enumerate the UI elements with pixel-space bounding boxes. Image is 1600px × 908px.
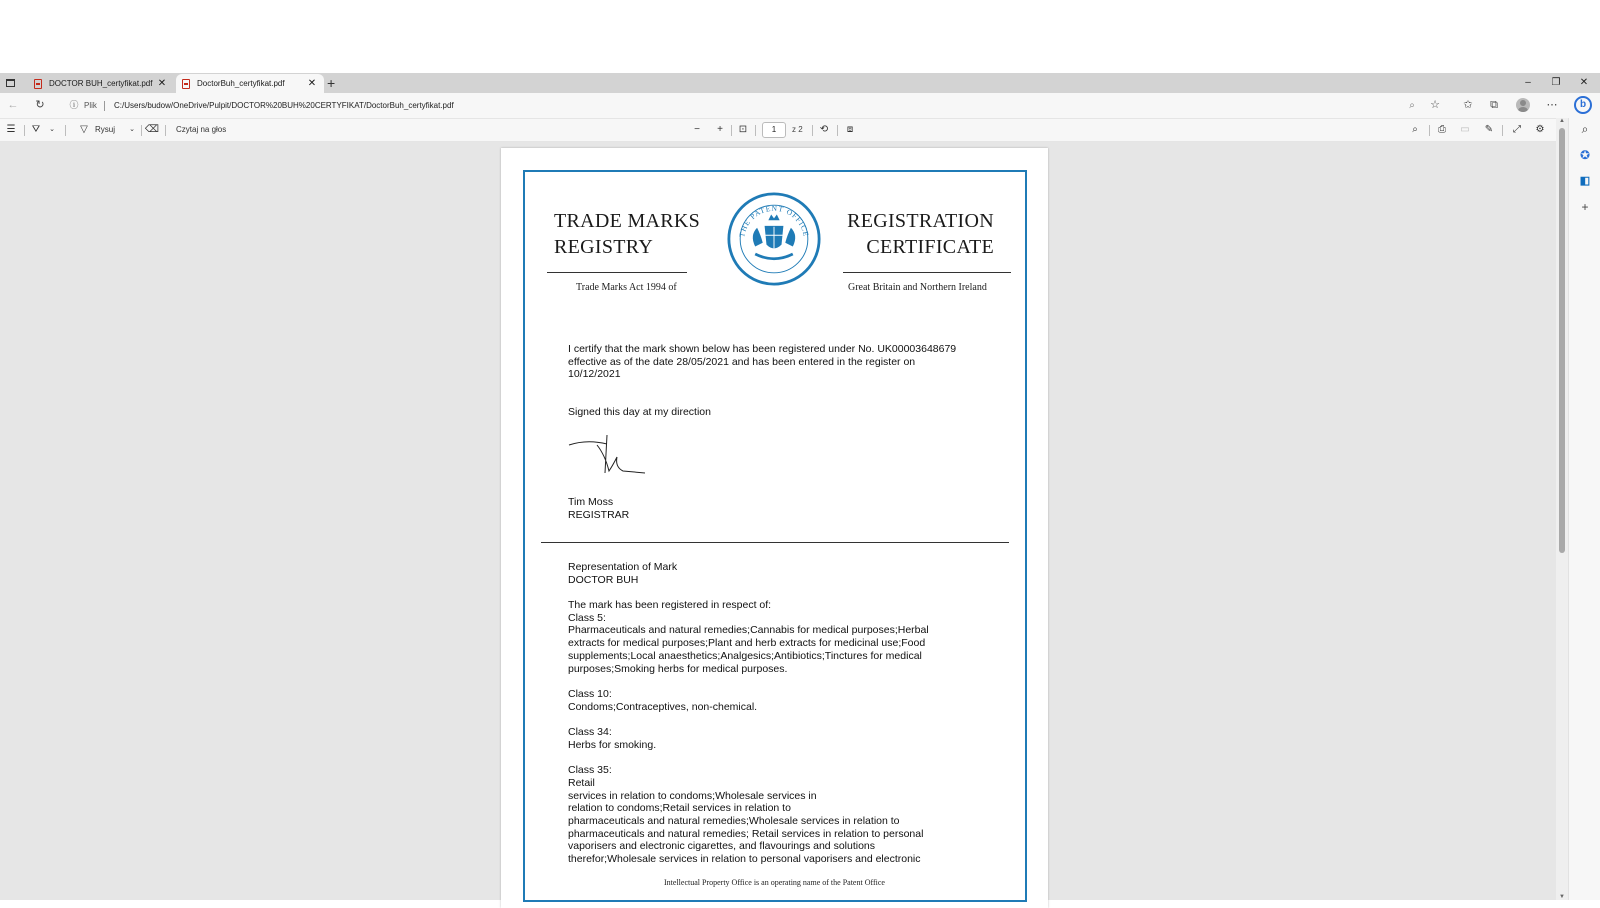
signed-statement: Signed this day at my direction	[568, 406, 711, 418]
sidebar-tools-icon[interactable]: ✪	[1579, 148, 1591, 162]
highlight-icon[interactable]: ⛛	[31, 124, 41, 135]
representation-of-mark: Representation of Mark DOCTOR BUH	[568, 561, 678, 586]
favorite-add-icon[interactable]: ☆	[1430, 99, 1440, 111]
settings-icon[interactable]: ⚙	[1535, 124, 1545, 135]
info-icon[interactable]: ⓘ	[69, 100, 79, 110]
divider	[165, 125, 166, 136]
pdf-page	[501, 148, 1048, 908]
divider	[1502, 125, 1503, 136]
tab-title: DoctorBuh_certyfikat.pdf	[197, 79, 285, 88]
search-icon[interactable]: ⌕	[1412, 124, 1418, 135]
read-aloud-button[interactable]: Czytaj na głos	[176, 125, 227, 134]
chevron-down-icon[interactable]: ⌄	[129, 126, 135, 133]
pdf-icon	[182, 79, 190, 89]
eraser-icon[interactable]: ⌫	[144, 124, 160, 135]
divider	[731, 125, 732, 136]
address-bar	[0, 93, 1600, 118]
more-icon[interactable]: ⋯	[1546, 99, 1558, 111]
signatory: Tim Moss REGISTRAR	[568, 496, 630, 521]
seal-text: THE PATENT OFFICE	[737, 203, 811, 238]
tab-doctorbuh-certyfikat[interactable]	[176, 74, 324, 93]
header-rule-left	[547, 272, 687, 273]
header-right	[847, 208, 994, 260]
address-separator	[104, 101, 105, 111]
bing-icon[interactable]: b	[1574, 96, 1592, 114]
zoom-icon[interactable]: ⌕	[1409, 100, 1415, 111]
minimize-icon[interactable]: –	[1525, 77, 1531, 88]
registrar-signature	[567, 433, 647, 481]
header-right-line-2: CERTIFICATE	[866, 236, 994, 258]
outlook-icon[interactable]: ◧	[1579, 175, 1591, 187]
page-view-icon[interactable]: ⧈	[846, 124, 854, 135]
page-footer-note: Intellectual Property Office is an operating name of the Patent Office	[664, 878, 885, 887]
fit-page-icon[interactable]: ⊡	[738, 124, 748, 135]
contents-icon[interactable]: ☰	[6, 124, 16, 135]
back-icon[interactable]: ←	[7, 99, 19, 111]
close-window-icon[interactable]: ✕	[1579, 77, 1589, 88]
sidebar-search-icon[interactable]: ⌕	[1581, 122, 1589, 136]
profile-icon[interactable]	[1516, 98, 1530, 112]
header-rule-right	[843, 272, 1011, 273]
divider	[812, 125, 813, 136]
page-total: z 2	[792, 125, 803, 134]
print-icon[interactable]: ⎙	[1438, 124, 1446, 135]
scroll-up-icon[interactable]: ▲	[1559, 118, 1565, 124]
vertical-scrollbar[interactable]	[1556, 118, 1568, 900]
collections-icon[interactable]: ⧉	[1490, 99, 1498, 111]
classes-list: The mark has been registered in respect of: Class 5: Pharmaceuticals and natural remedies;Cannabis for medical purposes;Herbal extracts for medical purposes;Plant and herb extracts for medicinal use;Food supplements;Local anaesthetics;Analgesics;Antibiotics;Tinctures for medical purposes;Smoking herbs for medical purposes. Class 10: Condoms;Contraceptives, non-chemical. Class 34: Herbs for smoking. Class 35: Retail services in relation to condoms;Wholesale services in relation to condoms;Retail services in relation to pharmaceuticals and natural remedies;Wholesale services in relation to pharmaceuticals and natural remedies; Retail services in relation to personal vaporisers and electronic cigarettes, and flavourings and solutions therefor;Wholesale services in relation to personal vaporisers and electronic	[568, 599, 929, 866]
divider	[24, 125, 25, 136]
save-as-icon[interactable]: ✎	[1484, 124, 1494, 135]
divider	[755, 125, 756, 136]
draw-icon[interactable]: ▽	[80, 124, 88, 135]
tab-title: DOCTOR BUH_certyfikat.pdf	[49, 79, 153, 88]
scheme-label: Plik	[84, 101, 97, 110]
favorites-icon[interactable]: ✩	[1463, 99, 1473, 111]
section-divider	[541, 542, 1009, 543]
rotate-icon[interactable]: ⟲	[819, 124, 829, 135]
close-icon[interactable]: ✕	[307, 78, 317, 89]
header-left-line-1: TRADE MARKS	[554, 210, 701, 232]
refresh-icon[interactable]: ↻	[35, 99, 45, 111]
divider	[65, 125, 66, 136]
blank-top-area	[0, 0, 1600, 73]
close-icon[interactable]: ✕	[157, 78, 167, 89]
tab-doctor-buh-certyfikat[interactable]	[28, 74, 174, 93]
header-right-line-1: REGISTRATION	[847, 210, 994, 232]
sidebar-add-icon[interactable]: +	[1581, 200, 1589, 214]
scrollbar-thumb[interactable]	[1559, 128, 1565, 553]
zoom-in-icon[interactable]: +	[717, 124, 723, 135]
page-number-input[interactable]: 1	[762, 122, 786, 138]
header-left-line-2: REGISTRY	[554, 236, 654, 258]
plus-icon[interactable]: +	[327, 75, 336, 91]
pdf-toolbar	[0, 118, 1556, 142]
act-reference: Trade Marks Act 1994 of	[576, 282, 677, 293]
save-icon[interactable]: ▭	[1460, 124, 1470, 135]
url-input[interactable]: C:/Users/budow/OneDrive/Pulpit/DOCTOR%20BUH%20CERTYFIKAT/DoctorBuh_certyfikat.pdf	[114, 101, 454, 110]
divider	[1429, 125, 1430, 136]
divider	[141, 125, 142, 136]
divider	[837, 125, 838, 136]
patent-office-seal	[727, 192, 821, 286]
header-left	[554, 208, 700, 260]
tab-actions-icon[interactable]	[6, 79, 15, 87]
fullscreen-icon[interactable]: ⤢	[1513, 124, 1521, 135]
restore-icon[interactable]: ❐	[1551, 77, 1561, 88]
edge-sidebar	[1568, 118, 1600, 900]
chevron-down-icon[interactable]: ⌄	[49, 126, 55, 133]
certify-statement: I certify that the mark shown below has been registered under No. UK00003648679 effective as of the date 28/05/2021 and has been entered in the register on 10/12/2021	[568, 343, 957, 381]
tab-bar	[0, 73, 1600, 93]
zoom-out-icon[interactable]: −	[694, 124, 700, 135]
scroll-down-icon[interactable]: ▼	[1559, 894, 1565, 900]
region-label: Great Britain and Northern Ireland	[848, 282, 987, 293]
draw-button[interactable]: Rysuj	[95, 125, 116, 134]
pdf-icon	[34, 79, 42, 89]
